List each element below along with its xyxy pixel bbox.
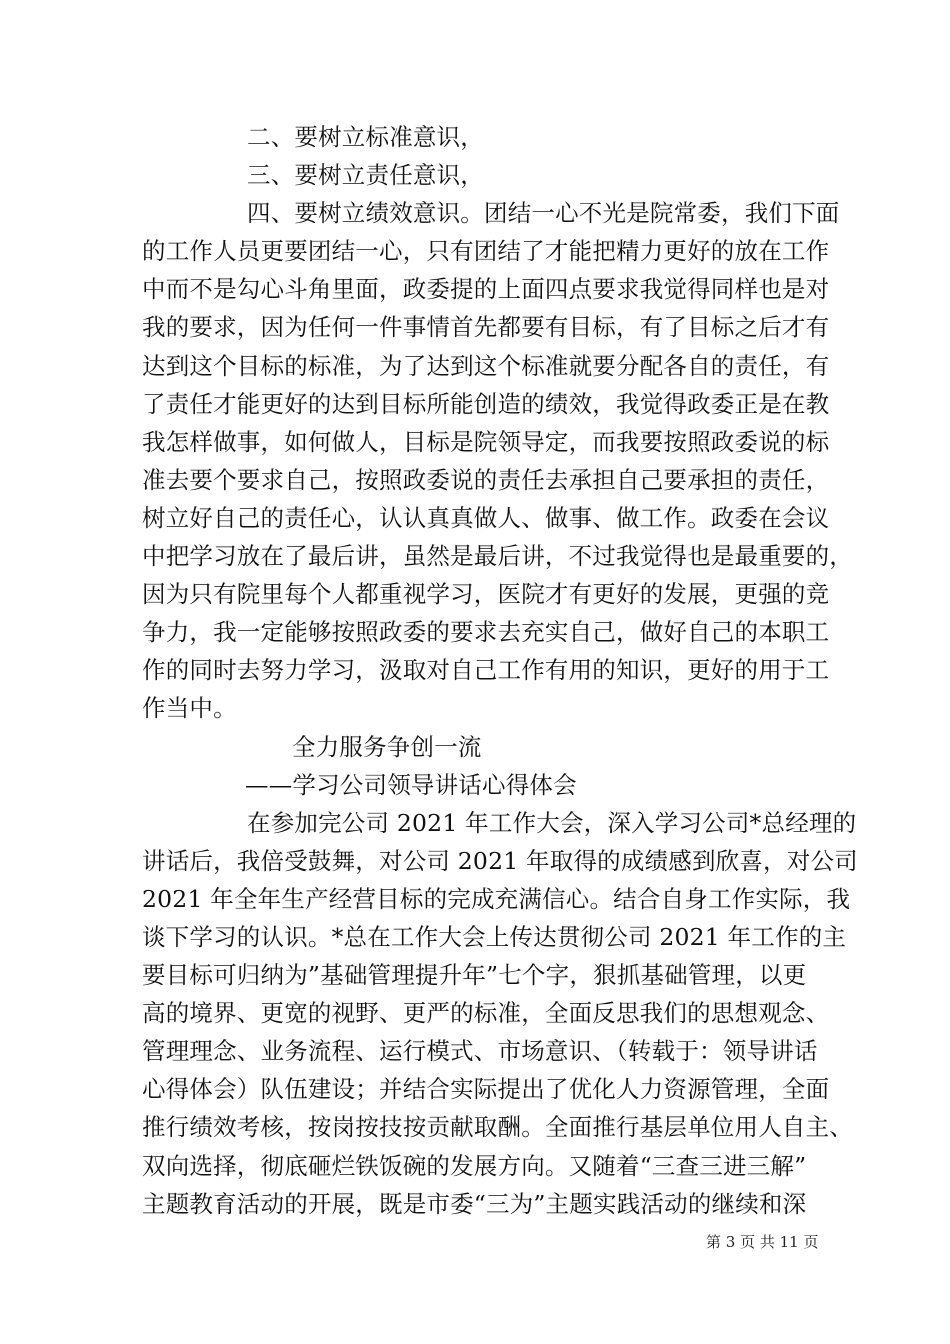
paragraph-line: 中把学习放在了最后讲，虽然是最后讲，不过我觉得也是最重要的， [142,542,853,571]
paragraph-line: 的工作人员更要团结一心，只有团结了才能把精力更好的放在工作 [142,237,830,266]
document-body [142,118,858,1223]
paragraph-line: 了责任才能更好的达到目标所能创造的绩效，我觉得政委正是在教 [142,389,830,418]
paragraph-line: 我的要求，因为任何一件事情首先都要有目标，有了目标之后才有 [142,313,830,342]
paragraph-line: 管理理念、业务流程、运行模式、市场意识、（转载于：领导讲话 [142,1037,818,1066]
paragraph-line: 我怎样做事，如何做人，目标是院领导定，而我要按照政委说的标 [142,427,830,456]
paragraph-line: 达到这个目标的标准，为了达到这个标准就要分配各自的责任，有 [142,351,830,380]
paragraph-line: 推行绩效考核，按岗按技按贡献取酬。全面推行基层单位用人自主、 [142,1113,853,1142]
section-subtitle: ——学习公司领导讲话心得体会 [245,770,577,799]
section-title: 全力服务争创一流 [292,732,482,761]
paragraph-line: 在参加完公司 2021 年工作大会，深入学习公司*总经理的 [247,808,857,837]
paragraph-line: 谈下学习的认识。*总在工作大会上传达贯彻公司 2021 年工作的主 [142,922,847,951]
paragraph-line: 心得体会）队伍建设；并结合实际提出了优化人力资源管理，全面 [142,1075,830,1104]
page-number-footer: 第 3 页 共 11 页 [706,1233,819,1251]
paragraph-line: 作当中。 [142,694,237,723]
paragraph-line: 准去要个要求自己，按照政委说的责任去承担自己要承担的责任， [142,465,830,494]
paragraph-line: 争力，我一定能够按照政委的要求去充实自己，做好自己的本职工 [142,618,830,647]
paragraph-line: 双向选择，彻底砸烂铁饭碗的发展方向。又随着“三查三进三解” [142,1151,807,1180]
paragraph-line: 高的境界、更宽的视野、更严的标准，全面反思我们的思想观念、 [142,999,830,1028]
paragraph-line: 树立好自己的责任心，认认真真做人、做事、做工作。政委在会议 [142,503,830,532]
paragraph-line: 讲话后，我倍受鼓舞，对公司 2021 年取得的成绩感到欣喜，对公司 [142,846,858,875]
paragraph-line: 作的同时去努力学习，汲取对自己工作有用的知识，更好的用于工 [142,656,830,685]
paragraph-line: 因为只有院里每个人都重视学习，医院才有更好的发展，更强的竞 [142,580,830,609]
list-item-responsibility-awareness: 三、要树立责任意识， [247,161,484,190]
paragraph-line: 要目标可归纳为”基础管理提升年”七个字，狠抓基础管理，以更 [142,961,807,990]
paragraph-line: 四、要树立绩效意识。团结一心不光是院常委，我们下面 [247,199,840,228]
paragraph-line: 中而不是勾心斗角里面，政委提的上面四点要求我觉得同样也是对 [142,275,830,304]
paragraph-line: 2021 年全年生产经营目标的完成充满信心。结合自身工作实际，我 [142,884,851,913]
list-item-standard-awareness: 二、要树立标准意识， [247,123,484,151]
paragraph-line: 主题教育活动的开展，既是市委“三为”主题实践活动的继续和深 [142,1189,807,1218]
